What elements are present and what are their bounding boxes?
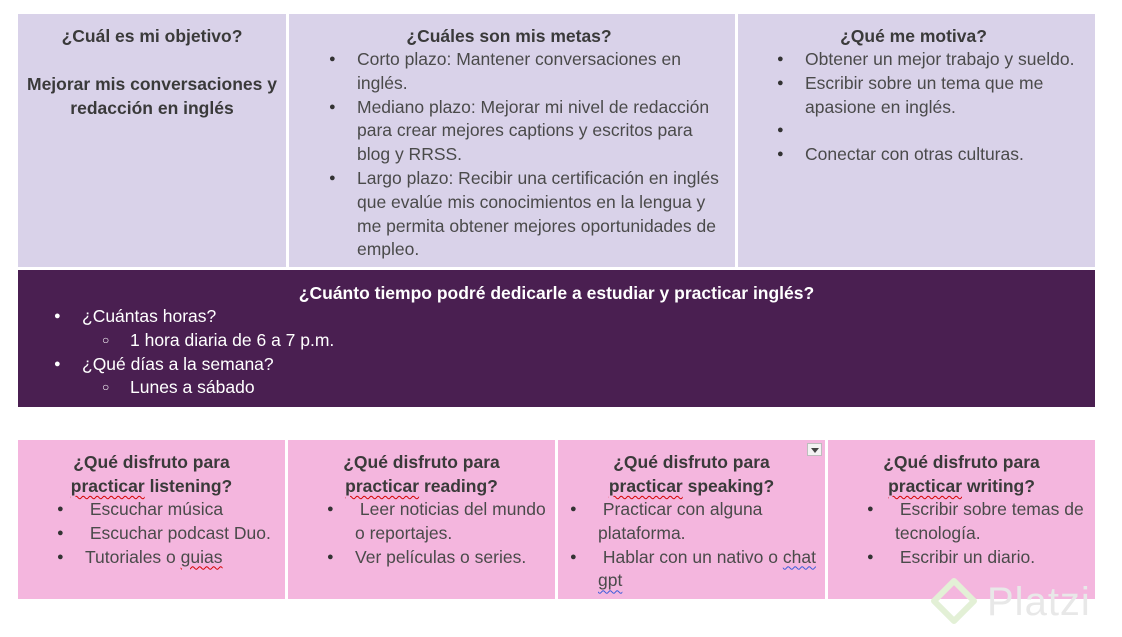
writing-title-line1: ¿Qué disfruto para (883, 452, 1040, 472)
speaking-cell (558, 440, 825, 599)
listening-item-podcast-text: Escuchar podcast Duo. (89, 522, 271, 543)
writing-item-tech-text: Escribir sobre temas de tecnología. (895, 499, 1084, 543)
listening-title-rest: listening? (144, 476, 233, 496)
time-list (18, 305, 1095, 329)
speaking-title-rest: speaking? (682, 476, 775, 496)
chevron-down-icon[interactable] (807, 443, 822, 456)
writing-item-diary-text: Escribir un diario. (899, 546, 1036, 567)
reading-title-line1: ¿Qué disfruto para (343, 452, 500, 472)
speaking-title (558, 450, 825, 498)
goals-cell (289, 14, 735, 267)
reading-item-news (315, 498, 555, 546)
speaking-item-native-text: Hablar con un nativo o (602, 546, 783, 567)
listening-title-practicar: practicar (70, 476, 145, 496)
speaking-item-platform-text: Practicar con alguna plataforma. (598, 499, 763, 543)
listening-item-podcast (45, 522, 285, 546)
time-title: ¿Cuánto tiempo podré dedicarle a estudiar y practicar inglés? (298, 283, 815, 303)
writing-item-diary (855, 546, 1095, 570)
listening-title (18, 450, 285, 498)
writing-title-rest: writing? (962, 476, 1035, 496)
motivation-item-job: ● Obtener un mejor trabajo y sueldo. (765, 48, 1089, 72)
listening-item-guias: guias (180, 546, 223, 567)
objective-text: Mejorar mis conversaciones y redacción en inglés (27, 74, 277, 118)
listening-cell (18, 440, 285, 599)
platzi-logo-icon (929, 578, 979, 628)
motivation-spacer (765, 119, 1089, 143)
listening-item-music-text: Escuchar música (89, 499, 224, 519)
goals-title: ¿Cuáles son mis metas? (406, 26, 612, 46)
time-answer-hours: ○ 1 hora diaria de 6 a 7 p.m. (70, 329, 1095, 353)
time-block (18, 270, 1095, 407)
motivation-item-write: ● Escribir sobre un tema que me apasione en inglés. (765, 72, 1089, 120)
time-list-2 (18, 353, 1095, 377)
time-question-days: ● ¿Qué días a la semana? (42, 353, 1095, 377)
time-sublist-hours (18, 329, 1095, 353)
goal-short-term: ● Corto plazo: Mantener conversaciones en inglés. (317, 48, 729, 96)
speaking-item-native (558, 546, 825, 594)
reading-list (288, 498, 555, 569)
listening-list (18, 498, 285, 569)
reading-item-news-text: Leer noticias del mundo o reportajes. (355, 499, 546, 543)
motivation-list (738, 48, 1089, 167)
motivation-item-cultures: ● Conectar con otras culturas. (765, 143, 1089, 167)
reading-title-rest: reading? (419, 476, 498, 496)
reading-item-movies: ● Ver películas o series. (315, 546, 555, 570)
motivation-cell (738, 14, 1095, 267)
time-answer-days: ○ Lunes a sábado (70, 376, 1095, 400)
listening-title-line1: ¿Qué disfruto para (73, 452, 230, 472)
speaking-title-line1: ¿Qué disfruto para (613, 452, 770, 472)
reading-cell (288, 440, 555, 599)
writing-list (828, 498, 1095, 569)
writing-item-tech (855, 498, 1095, 546)
speaking-item-chatgpt: chat gpt (598, 546, 816, 591)
objective-cell (18, 14, 286, 267)
listening-item-tutorials (45, 546, 285, 570)
platzi-watermark (925, 578, 1120, 628)
writing-title (828, 450, 1095, 498)
time-sublist-days (18, 376, 1095, 400)
time-question-hours: ● ¿Cuántas horas? (42, 305, 1095, 329)
goal-medium-term: ● Mediano plazo: Mejorar mi nivel de redacción para crear mejores captions y escritos para blog y RRSS. (317, 96, 729, 167)
writing-title-practicar: practicar (888, 476, 963, 496)
writing-cell (828, 440, 1095, 599)
goal-long-term: ● Largo plazo: Recibir una certificación en inglés que evalúe mis conocimientos en la lengua y me permita obtener mejores oportunidades de empleo. (317, 167, 729, 262)
goals-list (289, 48, 729, 262)
listening-item-music (45, 498, 285, 522)
speaking-list (558, 498, 825, 593)
listening-item-tutorials-text: Tutoriales o (85, 546, 181, 567)
speaking-title-practicar: practicar (608, 476, 683, 496)
speaking-item-platform (558, 498, 825, 546)
objective-title: ¿Cuál es mi objetivo? (61, 26, 243, 46)
reading-title-practicar: practicar (345, 476, 420, 496)
motivation-title: ¿Qué me motiva? (840, 26, 987, 46)
reading-title (288, 450, 555, 498)
watermark-text: Platzi (987, 580, 1091, 624)
